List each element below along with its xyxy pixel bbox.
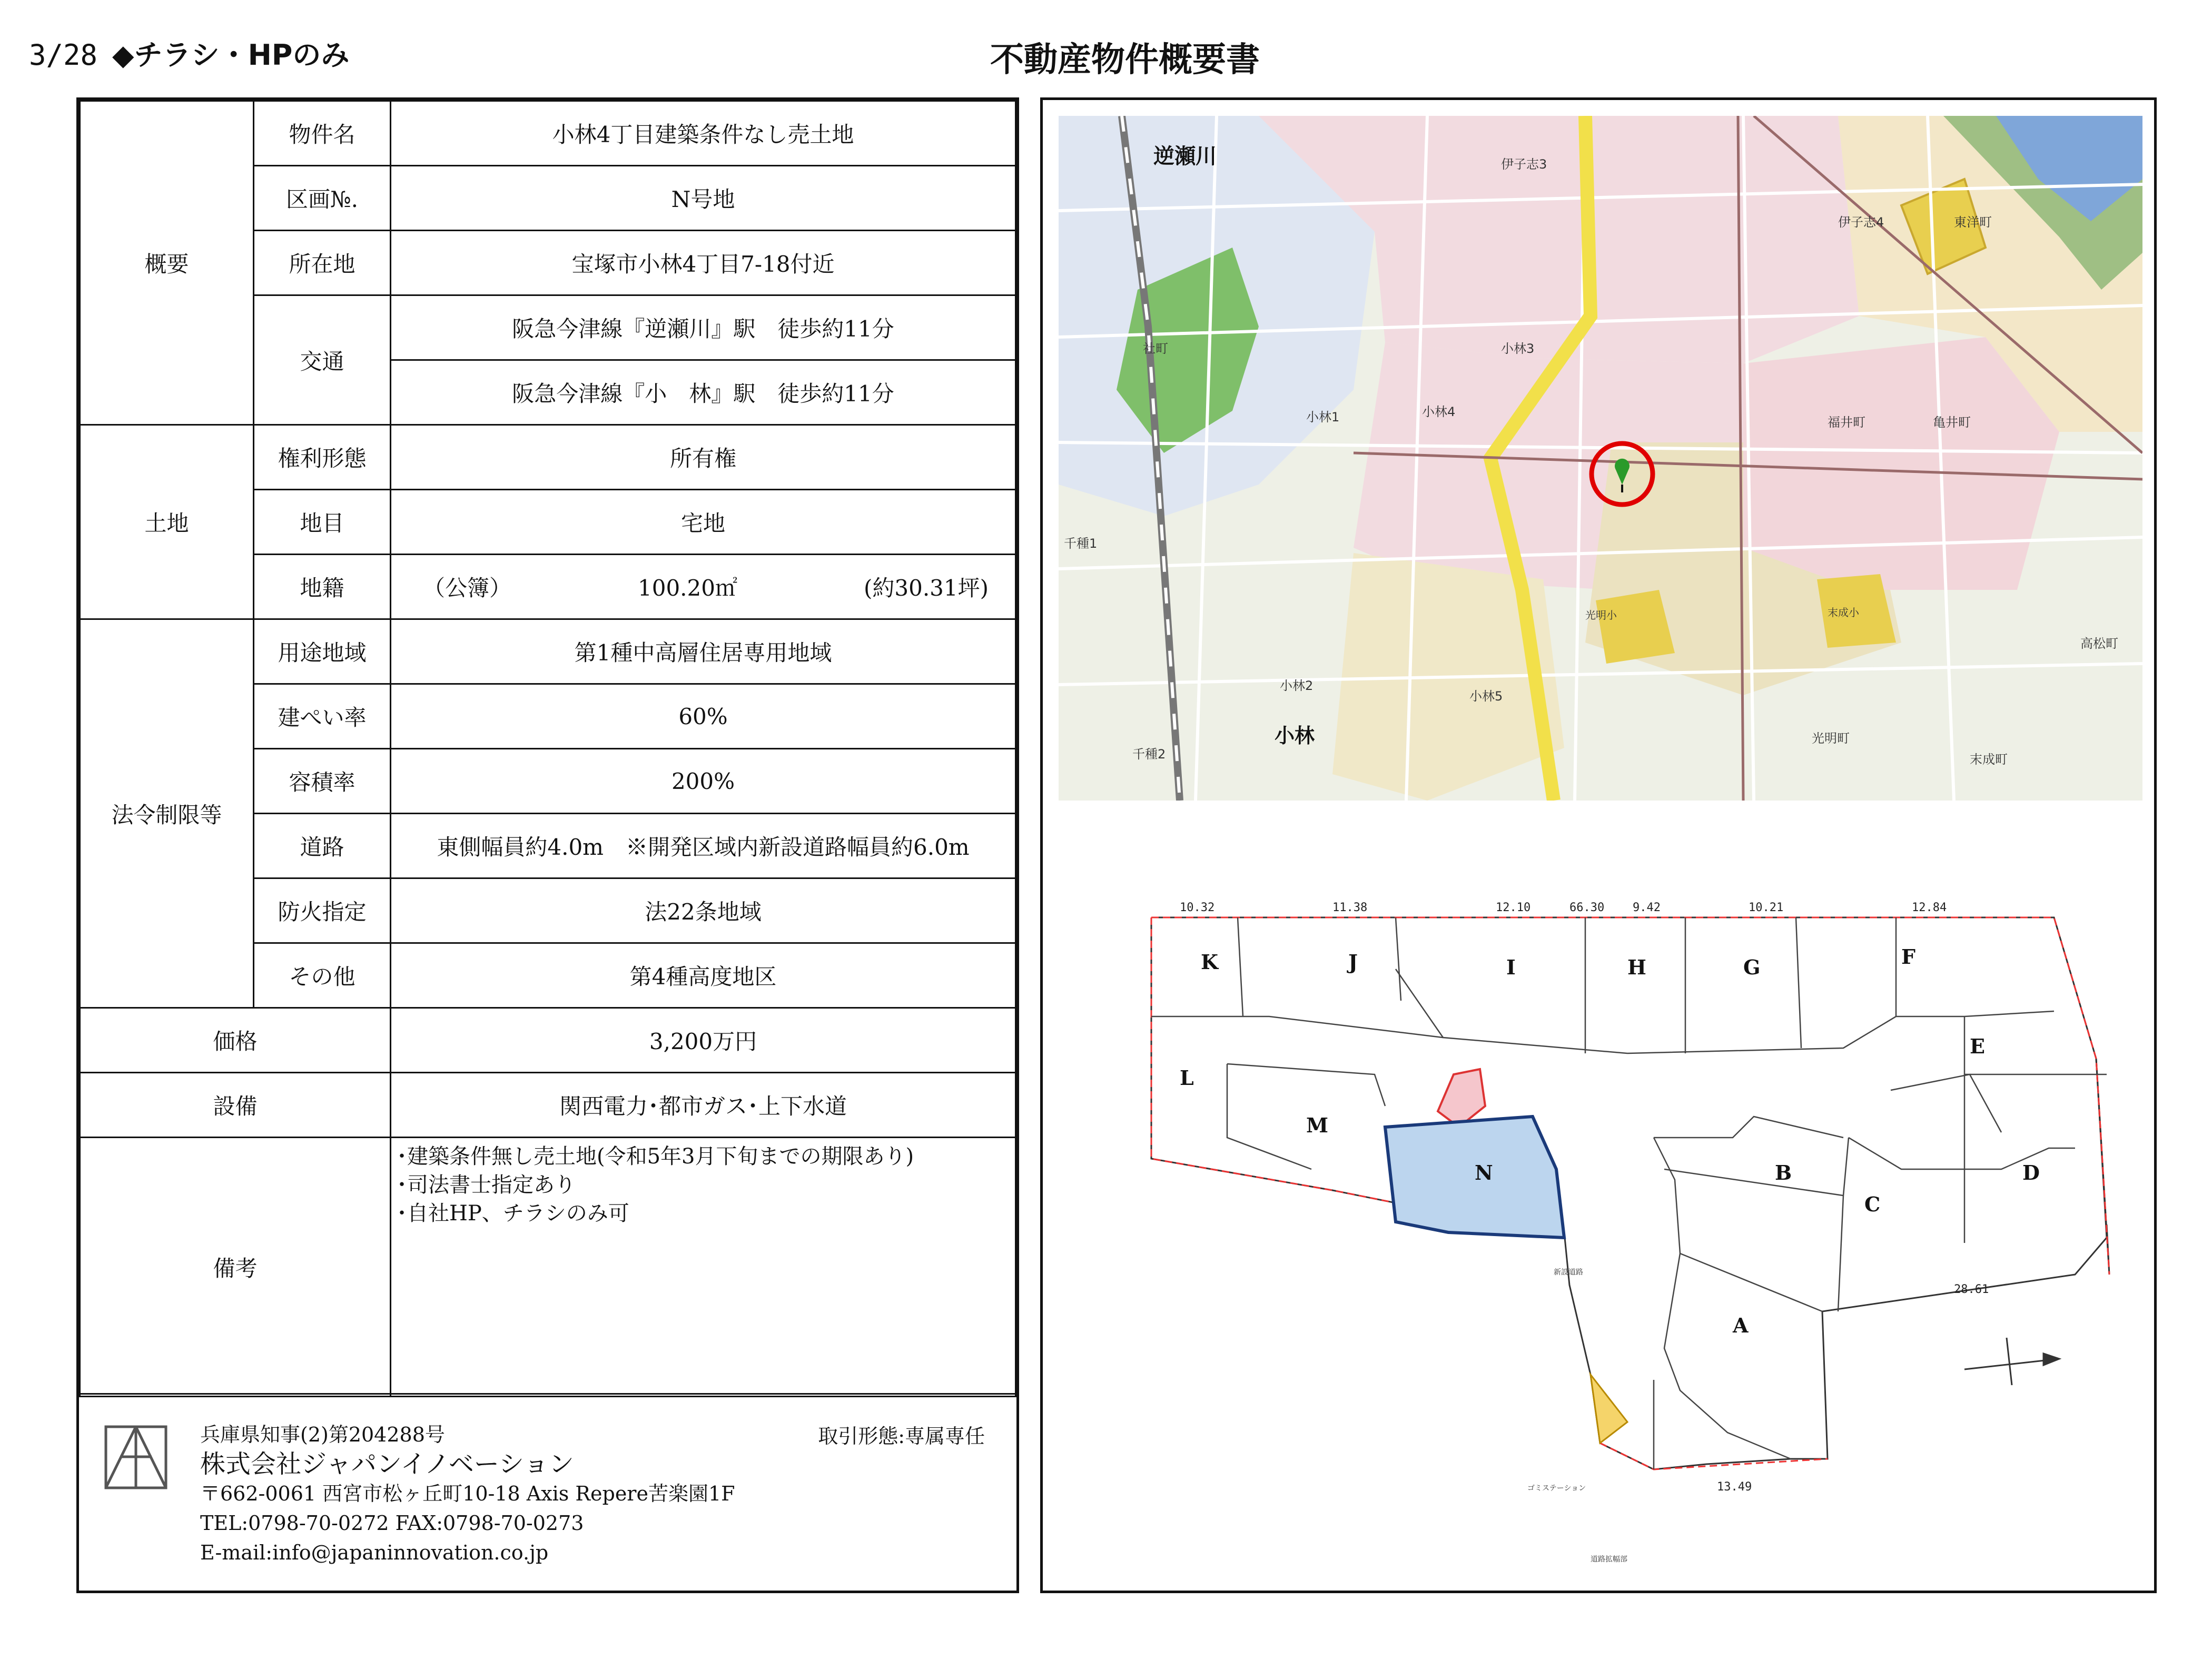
area-label: 小林5 <box>1469 689 1503 704</box>
zoning-value: 第1種中高層住居専用地域 <box>391 619 1016 684</box>
page-number: 3/28 <box>29 38 98 72</box>
area-label: 伊子志3 <box>1501 157 1547 172</box>
lot-label: F <box>1901 945 1915 969</box>
lot-plan <box>1059 853 2142 1580</box>
school-label: 末成小 <box>1828 606 1859 619</box>
station-label: 小林 <box>1275 724 1315 747</box>
legal-category: 法令制限等 <box>80 619 254 1008</box>
land-type-label: 地目 <box>254 490 391 555</box>
remark-item: ･自社HP、チラシのみ可 <box>397 1201 629 1226</box>
area-tsubo: (約30.31坪) <box>863 575 989 601</box>
far-label: 容積率 <box>254 749 391 814</box>
dim-label: 66.30 <box>1569 901 1605 914</box>
lot-label: E <box>1970 1034 1985 1058</box>
access-value-2: 阪急今津線『小 林』駅 徒歩約11分 <box>391 360 1016 425</box>
plan-note: 新設道路 <box>1554 1268 1583 1277</box>
zoning-label: 用途地域 <box>254 619 391 684</box>
company-logo <box>104 1425 167 1489</box>
lot-label: H <box>1627 955 1646 979</box>
area-value <box>391 555 1016 619</box>
lot-value: N号地 <box>391 166 1016 231</box>
remarks-label: 備考 <box>80 1138 391 1397</box>
lot-label: I <box>1506 955 1516 979</box>
area-label: 高松町 <box>2080 636 2118 651</box>
remarks-list <box>391 1138 1016 1397</box>
name-label: 物件名 <box>254 101 391 166</box>
lot-label: G <box>1743 955 1761 979</box>
company-email[interactable]: E-mail:info@japaninnovation.co.jp <box>200 1541 549 1564</box>
location-value: 宝塚市小林4丁目7-18付近 <box>391 231 1016 295</box>
overview-category: 概要 <box>80 101 254 425</box>
north-arrow-icon <box>1964 1338 2059 1385</box>
far-value: 200% <box>391 749 1016 814</box>
area-label: 光明町 <box>1812 731 1850 746</box>
school-label: 光明小 <box>1585 609 1617 621</box>
dim-label: 11.38 <box>1332 901 1368 914</box>
page-header-left <box>29 33 349 73</box>
land-type-value: 宅地 <box>391 490 1016 555</box>
lot-label: 区画№. <box>254 166 391 231</box>
lot-label: D <box>2022 1161 2040 1184</box>
access-value-1: 阪急今津線『逆瀬川』駅 徒歩約11分 <box>391 295 1016 360</box>
rights-label: 権利形態 <box>254 425 391 490</box>
map-panel <box>1040 97 2157 1593</box>
area-label: 末成町 <box>1970 752 2008 767</box>
area-label: 東洋町 <box>1954 215 1992 230</box>
area-label: 福井町 <box>1828 415 1865 430</box>
area-label: 小林4 <box>1422 404 1456 419</box>
dim-label: 28.61 <box>1954 1283 1989 1296</box>
road-label: 道路 <box>254 814 391 878</box>
company-name: 株式会社ジャパンイノベーション <box>200 1449 574 1479</box>
price-label: 価格 <box>80 1008 391 1073</box>
plan-note: 道路拡幅部 <box>1591 1555 1627 1564</box>
license-number: 兵庫県知事(2)第204288号 <box>200 1423 445 1446</box>
area-label: 小林3 <box>1501 341 1535 356</box>
dim-label: 12.10 <box>1496 901 1531 914</box>
lot-label: A <box>1733 1314 1749 1337</box>
area-label: 社町 <box>1143 341 1168 356</box>
subject-lot-label: N <box>1475 1161 1493 1184</box>
station-label: 逆瀬川 <box>1153 144 1217 169</box>
location-label: 所在地 <box>254 231 391 295</box>
facilities-label: 設備 <box>80 1073 391 1138</box>
other-label: その他 <box>254 943 391 1008</box>
area-label: 亀井町 <box>1933 415 1971 430</box>
remark-item: ･司法書士指定あり <box>397 1173 576 1197</box>
area-label: 伊子志4 <box>1838 215 1884 230</box>
company-phone: TEL:0798-70-0272 FAX:0798-70-0273 <box>200 1512 584 1535</box>
land-category: 土地 <box>80 425 254 619</box>
dim-label: 12.84 <box>1912 901 1947 914</box>
other-value: 第4種高度地区 <box>391 943 1016 1008</box>
company-block <box>79 1393 1016 1591</box>
lot-label: J <box>1348 950 1358 974</box>
area-label: 小林1 <box>1306 410 1340 424</box>
dim-label: 10.21 <box>1749 901 1784 914</box>
company-address: 〒662-0061 西宮市松ヶ丘町10-18 Axis Repere苦楽園1F <box>200 1482 735 1505</box>
location-map <box>1059 116 2142 801</box>
dim-label: 9.42 <box>1633 901 1661 914</box>
area-label: 千種2 <box>1132 747 1166 762</box>
lot-label: L <box>1180 1066 1194 1090</box>
dim-label: 10.32 <box>1180 901 1215 914</box>
trade-type: 取引形態:専属専任 <box>818 1425 985 1448</box>
area-label: 小林2 <box>1280 678 1314 693</box>
fire-label: 防火指定 <box>254 878 391 943</box>
lot-label: C <box>1864 1192 1881 1216</box>
fire-value: 法22条地域 <box>391 878 1016 943</box>
area-sqm: 100.20㎡ <box>638 575 737 601</box>
road-value: 東側幅員約4.0m ※開発区域内新設道路幅員約6.0m <box>391 814 1016 878</box>
area-kind: （公簿） <box>423 575 512 601</box>
name-value: 小林4丁目建築条件なし売土地 <box>391 101 1016 166</box>
area-label: 地籍 <box>254 555 391 619</box>
lot-label: K <box>1201 950 1219 974</box>
price-value: 3,200万円 <box>391 1008 1016 1073</box>
coverage-label: 建ぺい率 <box>254 684 391 749</box>
lot-label: M <box>1306 1113 1329 1137</box>
facilities-value: 関西電力･都市ガス･上下水道 <box>391 1073 1016 1138</box>
access-label: 交通 <box>254 295 391 425</box>
rights-value: 所有権 <box>391 425 1016 490</box>
distribution-tag: ◆チラシ・HPのみ <box>112 38 350 72</box>
property-table <box>79 100 1016 1397</box>
plan-note: ゴミステーション <box>1527 1484 1586 1493</box>
coverage-value: 60% <box>391 684 1016 749</box>
property-info-panel <box>76 97 1019 1593</box>
remark-item: ･建築条件無し売土地(令和5年3月下旬までの期限あり) <box>397 1144 914 1169</box>
lot-label: B <box>1775 1161 1792 1184</box>
dim-label: 13.49 <box>1717 1480 1752 1494</box>
document-title: 不動産物件概要書 <box>990 41 1260 80</box>
area-label: 千種1 <box>1064 536 1098 551</box>
